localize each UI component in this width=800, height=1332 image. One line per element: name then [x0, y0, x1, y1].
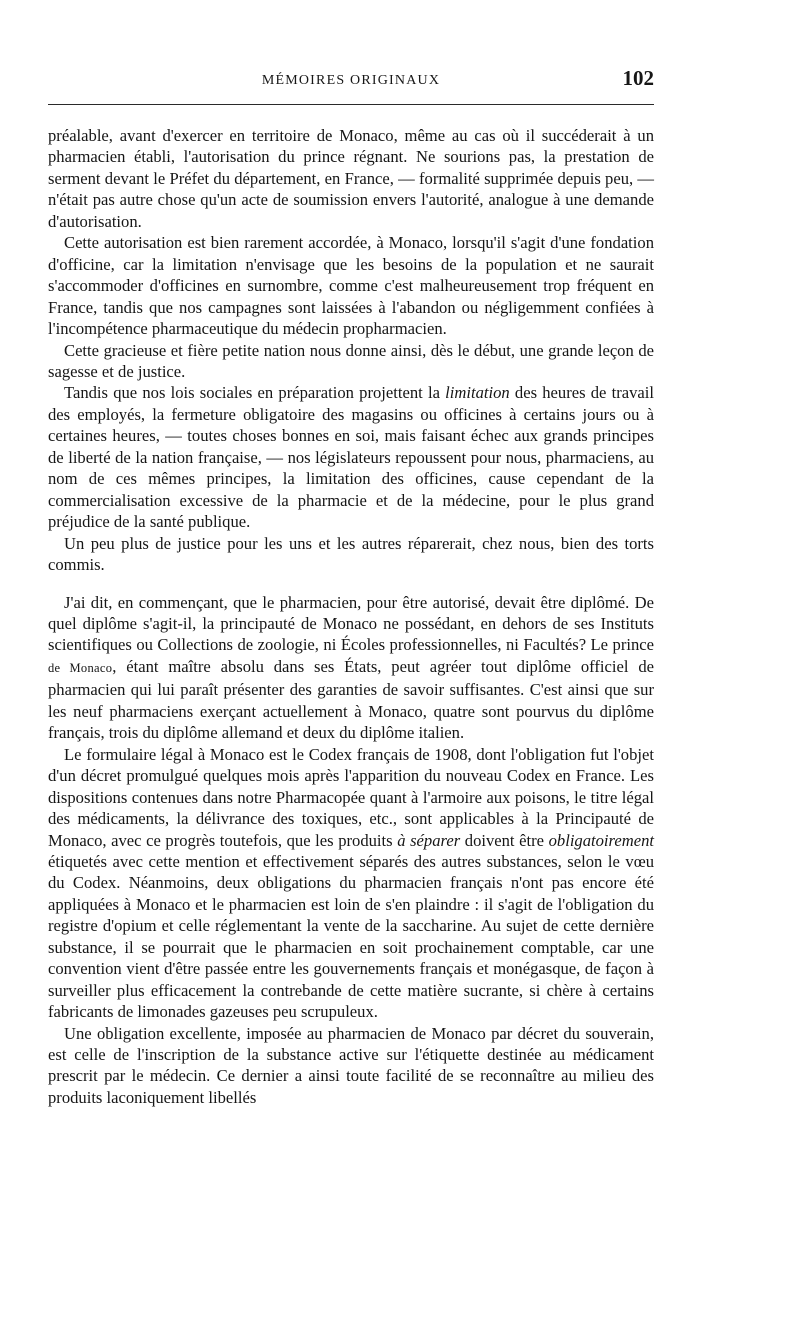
- p4-text-a: Tandis que nos lois sociales en préparation projettent la: [64, 383, 446, 403]
- page-header: [48, 66, 654, 92]
- p7-emphasis-2: obligatoirement: [548, 830, 654, 850]
- paragraph-codex: [48, 744, 654, 1023]
- paragraph-diploma: [48, 592, 654, 744]
- p7-text-a: Le formulaire légal à Monaco est le Codex français de 1908, dont l'obligation fut l'objet d'un décret promulgué quelques mois après l'apparition du nouveau Codex en France. Les dispositions contenues dans notre Pharmacopée quant à l'armoire aux poisons, le titre légal des médicaments, la délivrance des toxiques, etc., sont applicables à la Principauté de Monaco, avec ce progrès toutefois, que les produits: [48, 744, 654, 850]
- p6-text-a: J'ai dit, en commençant, que le pharmacien, pour être autorisé, devait être diplômé. De quel diplôme s'agit-il, la principauté de Monaco ne possédant, en dehors de ses Instituts scientifiques ou Collections de zoologie, ni Écoles professionnelles, ni Facultés? Le prince: [48, 592, 654, 655]
- paragraph-continuation: préalable, avant d'exercer en territoire de Monaco, même au cas où il succéderait à un pharmacien établi, l'autorisation du prince régnant. Ne sourions pas, la prestation de serment devant le Préfet du département, en France, — formalité supprimée depuis peu, — n'était pas autre chose qu'un acte de soumission envers l'autorité, analogue à une demande d'autorisation.: [48, 126, 654, 231]
- body-text: [48, 125, 654, 1108]
- paragraph-authorization: Cette autorisation est bien rarement accordée, à Monaco, lorsqu'il s'agit d'une fondation d'officine, car la limitation n'envisage que les besoins de la population et ne saurait s'accommoder d'officines en surnombre, comme c'est malheureusement trop fréquent en France, tandis que nos campagnes sont laissées à l'abandon ou négligemment confiées à l'incompétence pharmaceutique du médecin propharmacien.: [48, 233, 654, 339]
- running-title: MÉMOIRES ORIGINAUX: [261, 73, 441, 88]
- p7-emphasis-1: à séparer: [397, 830, 461, 850]
- p6-small-caps: de Monaco: [48, 660, 113, 675]
- paragraph-lesson: Cette gracieuse et fière petite nation nous donne ainsi, dès le début, une grande leçon de sagesse et de justice.: [48, 340, 654, 381]
- p4-text-b: des heures de travail des employés, la fermeture obligatoire des magasins ou officines à certains jours ou à certaines heures, — toutes choses bonnes en soi, mais faisant échec aux grands principes de liberté de la nation française, — nos législateurs repoussent pour nous, pharmaciens, au nom de ces mêmes principes, la limitation des officines, cause cependant de la commercialisation excessive de la pharmacie et de la médecine, pour le plus grand préjudice de la santé publique.: [48, 383, 654, 532]
- p7-text-b: doivent être: [460, 830, 549, 850]
- page-number: 102: [622, 66, 654, 90]
- p4-emphasis: limitation: [445, 383, 510, 403]
- p6-text-b: , étant maître absolu dans ses États, peut agréer tout diplôme officiel de pharmacien qui lui paraît présenter des garanties de savoir suffisantes. C'est ainsi que sur les neuf pharmaciens exerçant actuellement à Monaco, quatre sont pourvus du diplôme français, trois du diplôme allemand et deux du diplôme italien.: [48, 656, 654, 743]
- paragraph-justice: Un peu plus de justice pour les uns et les autres réparerait, chez nous, bien des torts commis.: [48, 533, 654, 575]
- p7-text-c: étiquetés avec cette mention et effectivement séparés des autres substances, selon le vœu du Codex. Néanmoins, deux obligations du pharmacien français n'ont pas encore été appliquées à Monaco et le pharmacien est loin de s'en plaindre : il s'agit de l'obligation du registre d'opium et celle réglementant la vente de la saccharine. Au sujet de cette dernière substance, il se pourrait que le pharmacien en soit prochainement comptable, car une convention vient d'être passée entre les gouvernements français et monégasque, de façon à surveiller plus efficacement la contrebande de cette matière sucrante, si chère à certains fabricants de limonades gazeuses peu scrupuleux.: [48, 851, 654, 1022]
- paragraph-label-obligation: Une obligation excellente, imposée au pharmacien de Monaco par décret du souverain, est celle de l'inscription de la substance active sur l'étiquette destinée au médicament prescrit par le médecin. Ce dernier a ainsi toute facilité de se reconnaître au milieu des produits laconiquement libellés: [48, 1023, 654, 1107]
- paragraph-social-laws: [48, 382, 654, 532]
- header-rule: [48, 104, 654, 105]
